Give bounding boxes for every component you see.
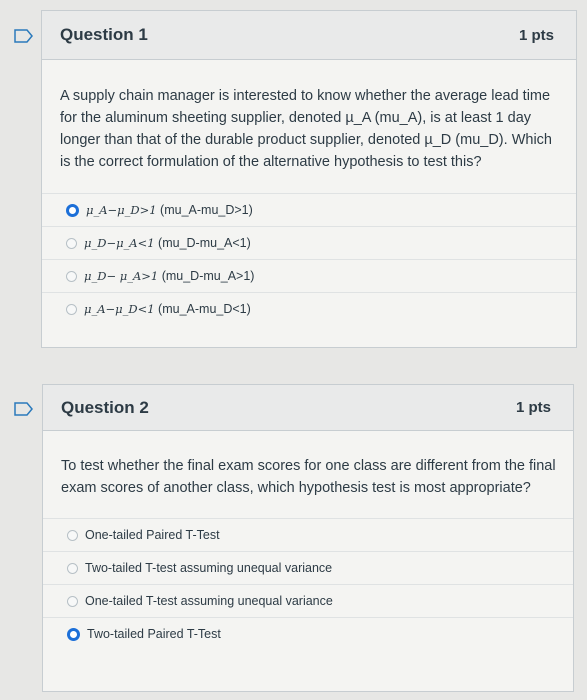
- question-card-2: [42, 384, 574, 692]
- answer-option[interactable]: [43, 617, 573, 650]
- question-header: [43, 385, 573, 431]
- question-points: 1 pts: [515, 399, 551, 416]
- answer-math: μ_D−μ_A<1: [84, 236, 155, 250]
- flag-question-icon[interactable]: [14, 29, 34, 43]
- question-title: Question 2: [61, 397, 149, 417]
- radio-button[interactable]: [67, 530, 78, 541]
- answer-option[interactable]: [43, 584, 573, 617]
- radio-button[interactable]: [67, 563, 78, 574]
- question-header: [42, 11, 576, 60]
- question-points: 1 pts: [518, 26, 554, 44]
- answer-option[interactable]: [43, 518, 573, 551]
- answer-label: (mu_A-mu_D<1): [158, 302, 251, 316]
- answer-label: One-tailed T-test assuming unequal variance: [85, 594, 333, 608]
- answer-list: [42, 193, 576, 325]
- answer-label: (mu_D-mu_A<1): [158, 236, 251, 250]
- answer-option[interactable]: [42, 292, 576, 325]
- radio-button[interactable]: [67, 596, 78, 607]
- answer-label: Two-tailed T-test assuming unequal variance: [85, 561, 333, 575]
- answer-option[interactable]: [42, 259, 576, 292]
- question-text: A supply chain manager is interested to know whether the average lead time for the aluminum sheeting supplier, denoted µ_A (mu_A), is at least 1 day longer than that of the durable product supplier, denoted µ_D (mu_D). Which is the correct formulation of the alternative hypothesis to test this?: [60, 88, 552, 170]
- radio-button[interactable]: [66, 238, 77, 249]
- answer-math: μ_D− μ_A>1: [84, 269, 159, 283]
- answer-option[interactable]: [42, 226, 576, 259]
- answer-label: (mu_A-mu_D>1): [160, 203, 253, 217]
- answer-label: (mu_D-mu_A>1): [161, 269, 255, 283]
- answer-option[interactable]: [42, 193, 576, 226]
- answer-label: Two-tailed Paired T-Test: [87, 627, 221, 641]
- answer-list: [43, 518, 573, 650]
- radio-button[interactable]: [66, 304, 77, 315]
- answer-option[interactable]: [43, 551, 573, 584]
- question-card-1: [41, 10, 577, 348]
- answer-math: μ_A−μ_D<1: [84, 302, 155, 316]
- answer-label: One-tailed Paired T-Test: [85, 528, 220, 542]
- answer-math: μ_A−μ_D>1: [86, 203, 157, 217]
- radio-button-selected[interactable]: [66, 204, 79, 217]
- question-text: To test whether the final exam scores for one class are different from the final exam scores of another class, which hypothesis test is most appropriate?: [61, 458, 556, 496]
- question-title: Question 1: [60, 25, 148, 44]
- flag-question-icon[interactable]: [14, 402, 34, 416]
- radio-button[interactable]: [66, 271, 77, 282]
- radio-button-selected[interactable]: [67, 628, 80, 641]
